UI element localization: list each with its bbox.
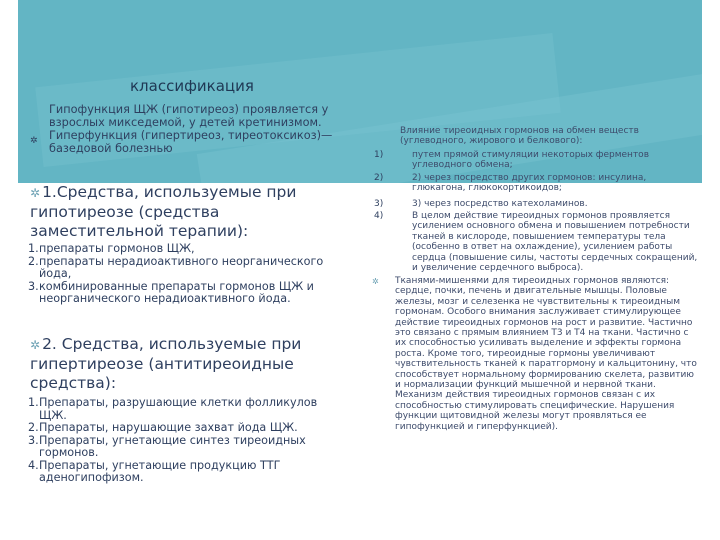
list-item: 1. Препараты, разрушающие клетки фолликулов ЩЖ. xyxy=(28,396,318,422)
section-title: классификация xyxy=(130,77,254,95)
function-overview xyxy=(49,103,349,155)
metabolism-item: 2) через посредство других гормонов: инсулина, глюкагона, глюкокортикоидов; xyxy=(412,173,647,194)
hyperthyroid-heading: ✲ 2. Средства, используемые при гипертиреозе (антитиреоидные средства): xyxy=(30,335,302,392)
hypofunction-text: Гипофункция ЩЖ (гипотиреоз) проявляется у взрослых микседемой, у детей кретинизмом. xyxy=(49,103,329,129)
list-item: 3. Препараты, угнетающие синтез тиреоидных гормонов. xyxy=(28,433,306,459)
list-item: 1. препараты гормонов ЩЖ, xyxy=(28,242,195,255)
hyperthyroid-list xyxy=(28,397,348,485)
metabolism-item: путем прямой стимуляции некоторых ферментов углеводного обмена; xyxy=(412,150,649,171)
hypothyroid-list xyxy=(28,243,348,306)
list-item: 2. препараты нерадиоактивного неорганического йода, xyxy=(28,254,324,280)
metabolism-item: В целом действие тиреоидных гормонов проявляется усилением основного обмена и повышением потребности тканей в кислороде, повышением температуры тела (особенно в ответ на охлаждение), усилением работы сердца (повышение силы, частоты сердечных сокращений, и увеличение сердечного выброса). xyxy=(412,211,698,274)
metabolism-item: 3) через посредство катехоламинов. xyxy=(412,199,588,209)
bullet-icon: ✲ xyxy=(30,136,38,146)
bullet-icon: ✲ xyxy=(30,186,41,200)
metabolism-intro: Влияние тиреоидных гормонов на обмен веществ (углеводного, жирового и белкового): xyxy=(400,126,639,147)
list-number: 3) xyxy=(374,199,384,209)
list-number: 1) xyxy=(374,150,384,160)
list-item: 4. Препараты, угнетающие продукцию ТТГ аденогипофизом. xyxy=(28,458,281,484)
list-number: 2) xyxy=(374,173,384,183)
list-item: 3. комбинированные препараты гормонов ЩЖ и неорганического нерадиоактивного йода. xyxy=(28,279,314,305)
bullet-icon: ✲ xyxy=(30,338,41,352)
target-tissues-text: Тканями-мишенями для тиреоидных гормонов являются: сердце, почки, печень и двигательные мышцы. Половые железы, мозг и селезенка не чувствительны к тиреоидным гормонам. Особого внимания заслуживает стимулирующее действие тиреоидных гормонов на рост и развитие. Частично это связано с прямым влиянием Т3 и Т4 на ткани. Частично с их способностью усиливать выделение и эффекты гормона роста. Кроме того, тиреоидные гормоны увеличивают чувствительность тканей к паратгормону и кальцитонину, что способствует нормальному формированию скелета, развитию и нормализации функций мышечной и нервной ткани. Механизм действия тиреоидных гормонов связан с их способностью стимулировать специфические. Нарушения функции щитовидной железы могут проявляться ее гипофункцией и гиперфункцией). xyxy=(395,276,697,432)
hyperfunction-text: Гиперфункция (гипертиреоз, тиреотоксикоз)—базедовой болезнью xyxy=(49,129,333,155)
bullet-icon: ✲ xyxy=(372,277,379,286)
list-number: 4) xyxy=(374,211,384,221)
list-item: 2. Препараты, нарушающие захват йода ЩЖ. xyxy=(28,421,298,434)
hypothyroid-heading: ✲ 1.Средства, используемые при гипотиреозе (средства заместительной терапии): xyxy=(30,183,297,240)
